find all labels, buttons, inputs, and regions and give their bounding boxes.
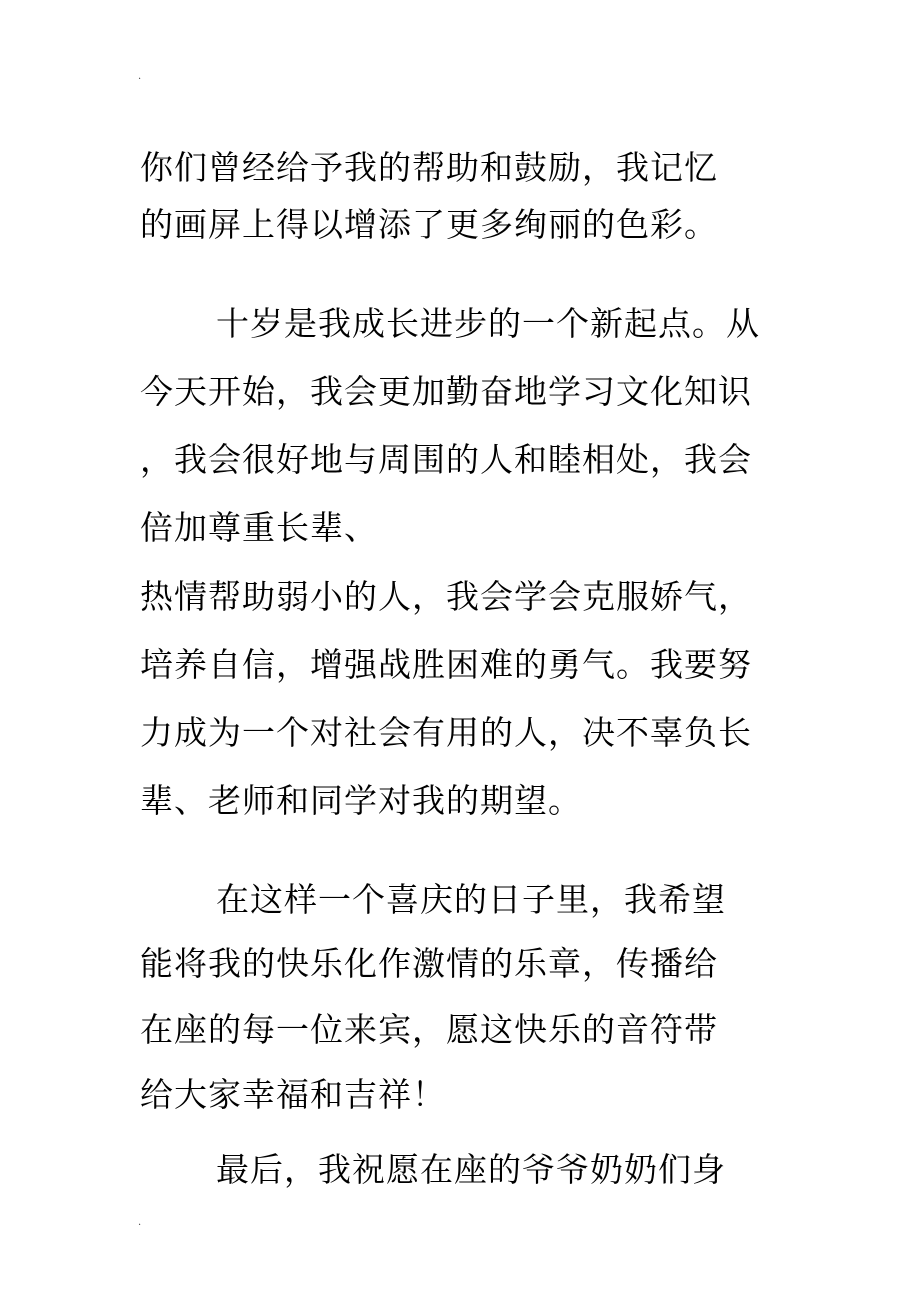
footer-mark: . xyxy=(138,1217,142,1228)
paragraph-3-line-4: 给大家幸福和吉祥！ xyxy=(140,1075,446,1114)
paragraph-2-line-1: 十岁是我成长进步的一个新起点。从 xyxy=(216,304,760,343)
paragraph-2-line-4: 倍加尊重长辈、 xyxy=(140,508,378,547)
paragraph-2-line-5: 热情帮助弱小的人，我会学会克服娇气， xyxy=(140,577,752,616)
paragraph-2-line-2: 今天开始，我会更加勤奋地学习文化知识 xyxy=(140,372,752,411)
paragraph-3-line-2: 能将我的快乐化作激情的乐章，传播给 xyxy=(140,944,718,983)
paragraph-3-line-3: 在座的每一位来宾，愿这快乐的音符带 xyxy=(140,1010,718,1049)
paragraph-1-line-1: 你们曾经给予我的帮助和鼓励，我记忆 xyxy=(140,148,718,187)
paragraph-2-line-3: ，我会很好地与周围的人和睦相处，我会 xyxy=(140,440,752,479)
paragraph-3-line-1: 在这样一个喜庆的日子里，我希望 xyxy=(216,880,726,919)
header-mark: . xyxy=(138,71,142,82)
paragraph-4-line-1: 最后，我祝愿在座的爷爷奶奶们身 xyxy=(216,1150,726,1189)
paragraph-2-line-7: 力成为一个对社会有用的人，决不辜负长 xyxy=(140,713,752,752)
paragraph-2-line-8: 辈、老师和同学对我的期望。 xyxy=(140,781,582,820)
paragraph-1-line-2: 的画屏上得以增添了更多绚丽的色彩。 xyxy=(140,205,718,244)
paragraph-2-line-6: 培养自信，增强战胜困难的勇气。我要努 xyxy=(140,645,752,684)
